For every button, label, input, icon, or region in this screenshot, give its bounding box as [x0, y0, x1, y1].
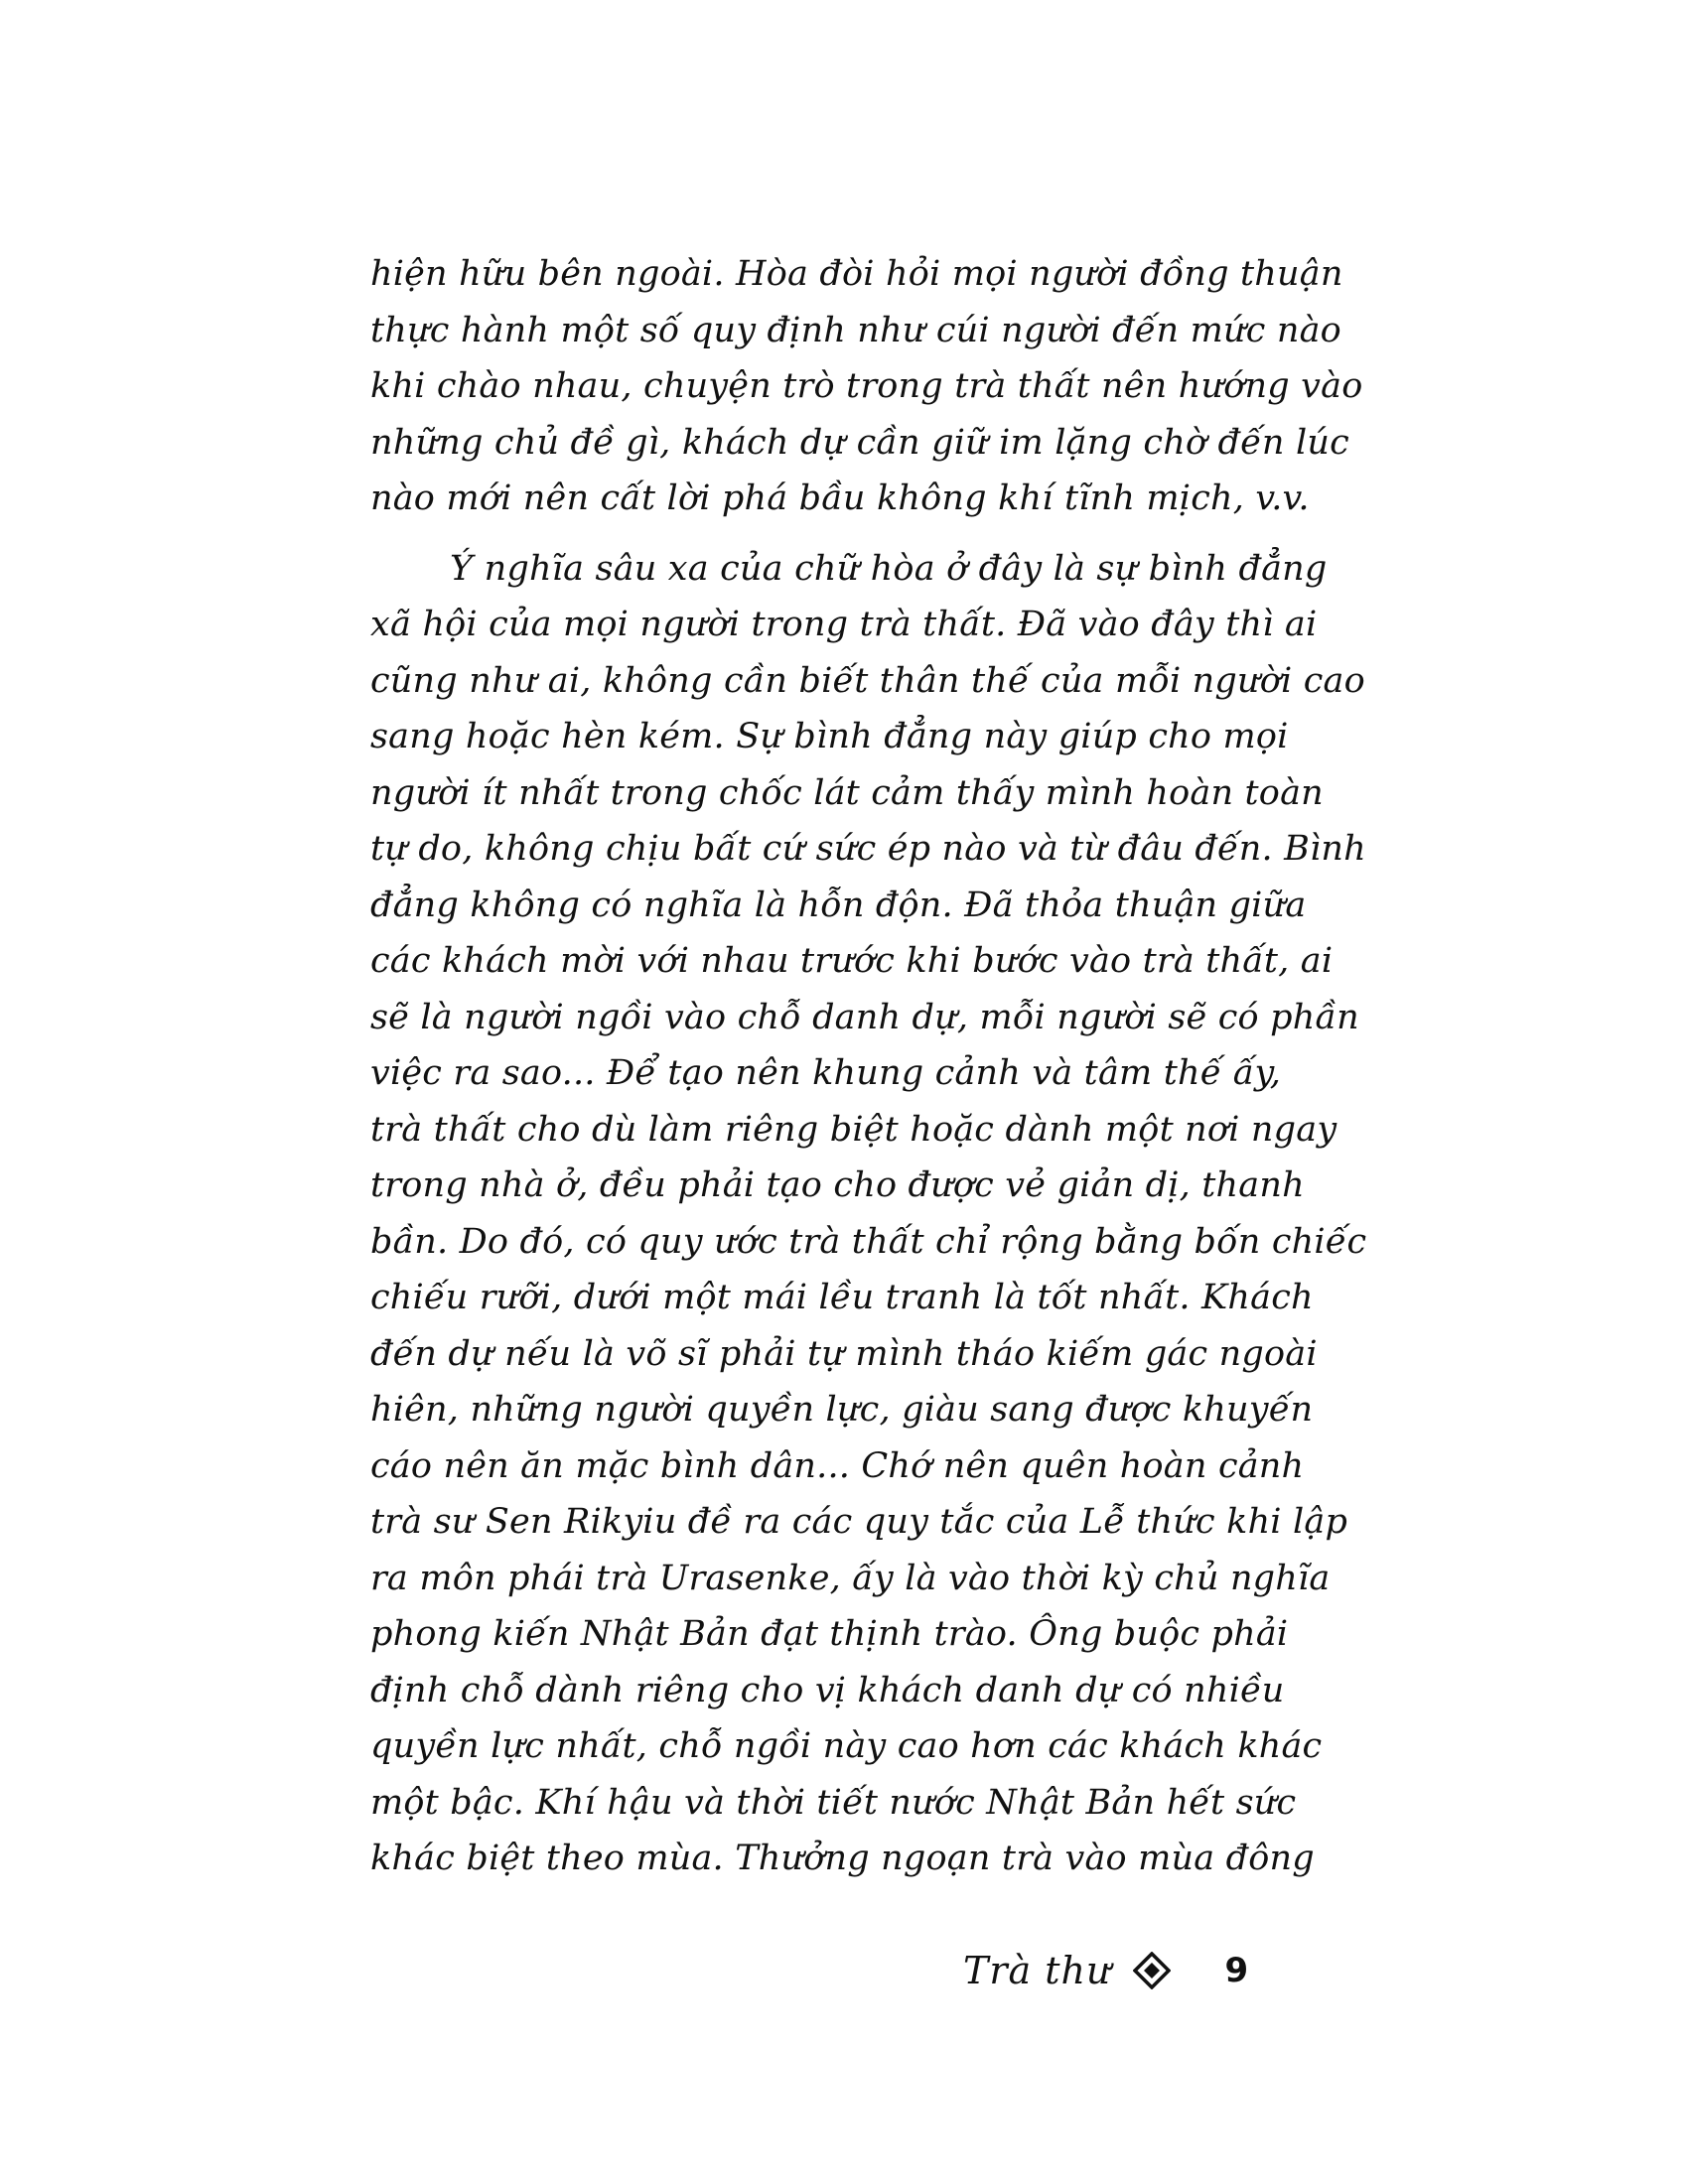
text-line: tự do, không chịu bất cứ sức ép nào và từ đâu đến. Bình: [370, 829, 1366, 869]
text-line: việc ra sao... Để tạo nên khung cảnh và tâm thế ấy,: [370, 1053, 1282, 1093]
text-line: đẳng không có nghĩa là hỗn độn. Đã thỏa thuận giữa: [370, 885, 1307, 925]
text-line: quyền lực nhất, chỗ ngồi này cao hơn các khách khác: [370, 1726, 1323, 1766]
text-line: trà thất cho dù làm riêng biệt hoặc dành một nơi ngay: [370, 1109, 1337, 1150]
text-line: khác biệt theo mùa. Thưởng ngoạn trà vào mùa đông: [370, 1839, 1315, 1878]
text-line: hiên, những người quyền lực, giàu sang được khuyến: [370, 1390, 1314, 1430]
paragraph-1: [370, 246, 1363, 527]
body-text: [370, 246, 1367, 1887]
text-line: thực hành một số quy định như cúi người đến mức nào: [370, 310, 1341, 350]
diamond-ornament-icon: [1133, 1952, 1171, 1989]
page-number: 9: [1224, 1951, 1249, 1990]
text-line: trong nhà ở, đều phải tạo cho được vẻ giản dị, thanh: [370, 1165, 1305, 1205]
text-line: những chủ đề gì, khách dự cần giữ im lặng chờ đến lúc: [370, 422, 1349, 463]
text-line: ra môn phái trà Urasenke, ấy là vào thời kỳ chủ nghĩa: [370, 1558, 1331, 1598]
text-line: người ít nhất trong chốc lát cảm thấy mình hoàn toàn: [370, 772, 1324, 813]
paragraph-2: [370, 541, 1367, 1887]
page-footer: [963, 1941, 1281, 2000]
text-line: chiếu rưỡi, dưới một mái lều tranh là tốt nhất. Khách: [370, 1278, 1314, 1317]
text-line: cáo nên ăn mặc bình dân... Chớ nên quên hoàn cảnh: [370, 1445, 1305, 1486]
text-line: sang hoặc hèn kém. Sự bình đẳng này giúp cho mọi: [370, 717, 1289, 756]
text-line: khi chào nhau, chuyện trò trong trà thất nên hướng vào: [370, 366, 1363, 406]
text-line: các khách mời với nhau trước khi bước vào trà thất, ai: [370, 941, 1334, 981]
text-line: nào mới nên cất lời phá bầu không khí tĩnh mịch, v.v.: [370, 478, 1310, 518]
text-line: hiện hữu bên ngoài. Hòa đòi hỏi mọi người đồng thuận: [370, 254, 1343, 294]
text-line: đến dự nếu là võ sĩ phải tự mình tháo kiếm gác ngoài: [370, 1333, 1318, 1374]
text-line: sẽ là người ngồi vào chỗ danh dự, mỗi người sẽ có phần: [370, 997, 1359, 1037]
text-line: cũng như ai, không cần biết thân thế của mỗi người cao: [370, 660, 1365, 701]
text-line: trà sư Sen Rikyiu đề ra các quy tắc của Lễ thức khi lập: [370, 1502, 1348, 1542]
paragraph-gap: [370, 527, 1269, 541]
running-title: Trà thư: [963, 1949, 1112, 1992]
text-line: xã hội của mọi người trong trà thất. Đã vào đây thì ai: [370, 605, 1318, 644]
text-line: định chỗ dành riêng cho vị khách danh dự có nhiều: [370, 1670, 1285, 1710]
text-line: một bậc. Khí hậu và thời tiết nước Nhật Bản hết sức: [370, 1782, 1297, 1823]
text-line: Ý nghĩa sâu xa của chữ hòa ở đây là sự bình đẳng: [450, 548, 1328, 589]
text-line: bần. Do đó, có quy ước trà thất chỉ rộng bằng bốn chiếc: [370, 1221, 1367, 1262]
text-line: phong kiến Nhật Bản đạt thịnh trào. Ông buộc phải: [370, 1614, 1289, 1654]
